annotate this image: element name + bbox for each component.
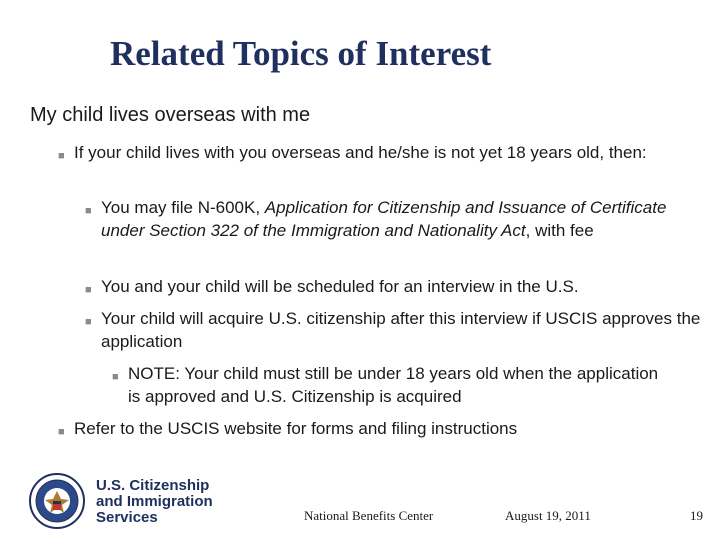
page-number: 19 [690,508,703,523]
bullet-icon: ■ [58,150,65,162]
footer-date: August 19, 2011 [505,508,591,523]
list-item: ■ If your child lives with you overseas and he/she is not yet 18 years old, then: [74,141,674,164]
dhs-seal-icon [28,472,86,530]
bullet-icon: ■ [85,316,92,328]
section-heading: My child lives overseas with me [30,104,311,126]
bullet-icon: ■ [85,284,92,296]
bullet-icon: ■ [85,205,92,217]
bullet-icon: ■ [58,426,65,438]
footer-organization: National Benefits Center [304,508,434,523]
list-item: ■ Refer to the USCIS website for forms and filing instructions [74,417,674,440]
list-item: ■ You may file N-600K, Application for Citizenship and Issuance of Certificate under Section 322 of the Immigration and Nationality Act, with fee [85,198,667,240]
list-item: ■ Your child will acquire U.S. citizenship after this interview if USCIS approves the application [85,309,701,351]
logo-wordmark: U.S. Citizenship and Immigration Services [96,477,213,526]
slide-title: Related Topics of Interest [110,34,492,73]
bullet-icon: ■ [112,371,119,383]
list-item: ■ NOTE: Your child must still be under 18 years old when the application is approved and U.S. Citizenship is acquired [112,364,659,406]
uscis-logo [28,472,228,530]
list-item: ■ You and your child will be scheduled for an interview in the U.S. [101,275,701,298]
